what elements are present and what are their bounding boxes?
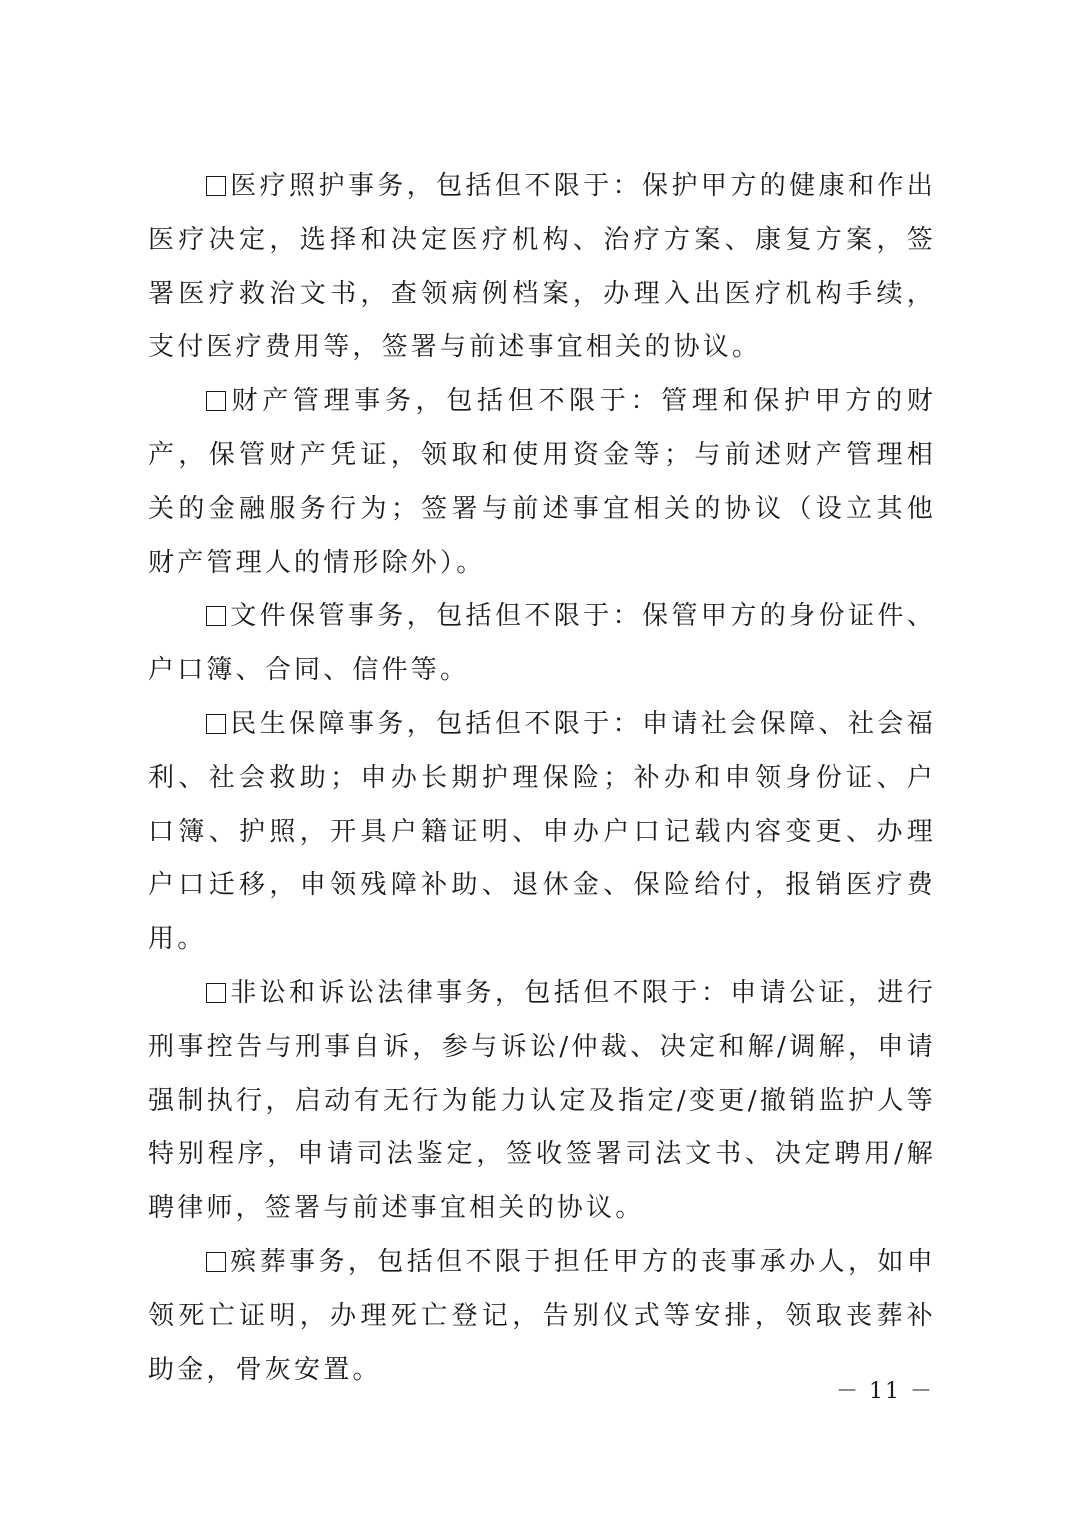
- paragraph-legal-affairs-text: 非讼和诉讼法律事务，包括但不限于：申请公证，进行刑事控告与刑事自诉，参与诉讼/仲裁、决定和解/调解，申请强制执行，启动有无行为能力认定及指定/变更/撤销监护人等特别程序，申请司法鉴定，签收签署司法文书、决定聘用/解聘律师，签署与前述事宜相关的协议。: [148, 977, 936, 1224]
- paragraph-document-custody-text: 文件保管事务，包括但不限于：保管甲方的身份证件、户口簿、合同、信件等。: [148, 601, 936, 686]
- checkbox-document-custody[interactable]: [206, 606, 226, 626]
- paragraph-funeral-affairs: [148, 1236, 936, 1397]
- checkbox-welfare-affairs[interactable]: [206, 714, 226, 734]
- checkbox-legal-affairs[interactable]: [206, 983, 226, 1003]
- paragraph-funeral-affairs-text: 殡葬事务，包括但不限于担任甲方的丧事承办人，如申领死亡证明，办理死亡登记，告别仪式等安排，领取丧葬补助金，骨灰安置。: [148, 1246, 936, 1385]
- paragraph-document-custody: [148, 590, 936, 698]
- checkbox-medical-affairs[interactable]: [206, 176, 226, 196]
- paragraph-medical-affairs: [148, 160, 936, 375]
- page-number: － 11 －: [836, 1379, 934, 1404]
- paragraph-property-affairs-text: 财产管理事务，包括但不限于：管理和保护甲方的财产，保管财产凭证，领取和使用资金等；与前述财产管理相关的金融服务行为；签署与前述事宜相关的协议（设立其他财产管理人的情形除外）。: [148, 386, 936, 578]
- checkbox-property-affairs[interactable]: [206, 391, 226, 411]
- paragraph-property-affairs: [148, 375, 936, 590]
- paragraph-welfare-affairs: [148, 698, 936, 967]
- checkbox-funeral-affairs[interactable]: [206, 1252, 226, 1272]
- paragraph-medical-affairs-text: 医疗照护事务，包括但不限于：保护甲方的健康和作出医疗决定，选择和决定医疗机构、治疗方案、康复方案，签署医疗救治文书，查领病例档案，办理入出医疗机构手续，支付医疗费用等，签署与前述事宜相关的协议。: [148, 171, 936, 363]
- paragraph-legal-affairs: [148, 967, 936, 1236]
- paragraph-welfare-affairs-text: 民生保障事务，包括但不限于：申请社会保障、社会福利、社会救助；申办长期护理保险；补办和申领身份证、户口簿、护照，开具户籍证明、申办户口记载内容变更、办理户口迁移，申领残障补助、退休金、保险给付，报销医疗费用。: [148, 708, 936, 955]
- document-body: [148, 160, 936, 1397]
